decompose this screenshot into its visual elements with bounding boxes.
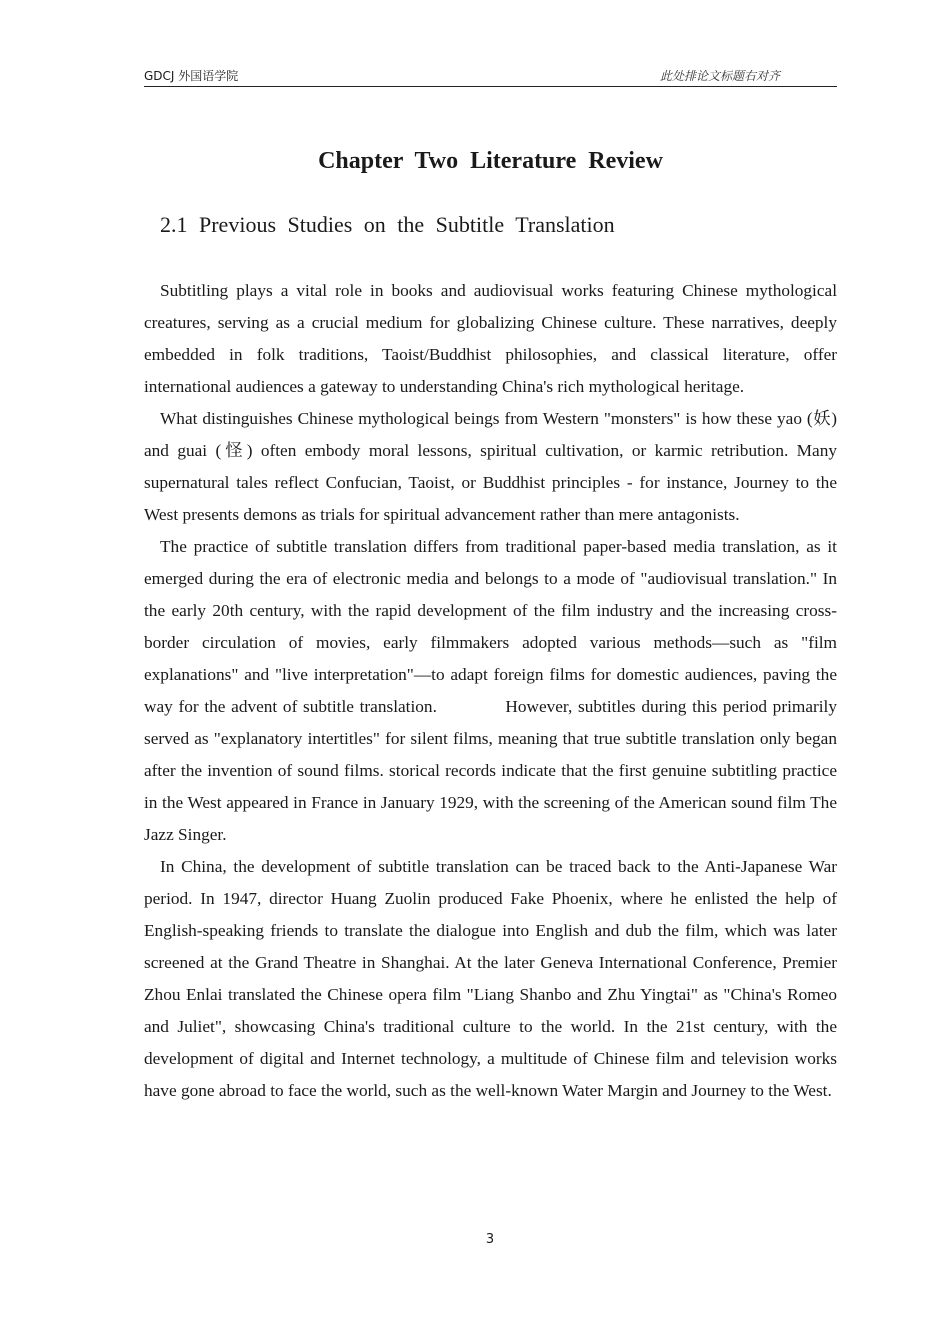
section-title: 2.1 Previous Studies on the Subtitle Translation bbox=[160, 212, 615, 237]
page-header bbox=[144, 66, 837, 87]
paragraph: In China, the development of subtitle translation can be traced back to the Anti-Japanese War period. In 1947, director Huang Zuolin produced Fake Phoenix, where he enlisted the help of English-speaking friends to translate the dialogue into English and dub the film, which was later screened at the Grand Theatre in Shanghai. At the later Geneva International Conference, Premier Zhou Enlai translated the Chinese opera film "Liang Shanbo and Zhu Yingtai" as "China's Romeo and Juliet", showcasing China's traditional culture to the world. In the 21st century, with the development of digital and Internet technology, a multitude of Chinese film and television works have gone abroad to face the world, such as the well-known Water Margin and Journey to the West. bbox=[144, 857, 837, 1100]
header-institution: GDCJ 外国语学院 bbox=[144, 69, 239, 83]
paragraph: What distinguishes Chinese mythological beings from Western "monsters" is how these yao (妖) and guai (怪) often embody moral lessons, spiritual cultivation, or karmic retribution. Many supernatural tales reflect Confucian, Taoist, or Buddhist principles - for instance, Journey to the West presents demons as trials for spiritual advancement rather than mere antagonists. bbox=[144, 409, 842, 524]
chapter-title: Chapter Two Literature Review bbox=[318, 148, 663, 174]
page-number: 3 bbox=[485, 1232, 495, 1247]
body-text bbox=[144, 275, 842, 1107]
paragraph: The practice of subtitle translation differs from traditional paper-based media translation, as it emerged during the era of electronic media and belongs to a mode of "audiovisual translation." In the early 20th century, with the rapid development of the film industry and the increasing cross-border circulation of movies, early filmmakers adopted various methods—such as "film explanations" and "live interpretation"—to adapt foreign films for domestic audiences, paving the way for the advent of subtitle translation. However, subtitles during this period primarily served as "explanatory intertitles" for silent films, meaning that true subtitle translation only began after the invention of sound films. storical records indicate that the first genuine subtitling practice in the West appeared in France in January 1929, with the screening of the American sound film The Jazz Singer. bbox=[144, 537, 842, 844]
paragraph: Subtitling plays a vital role in books and audiovisual works featuring Chinese mythological creatures, serving as a crucial medium for globalizing Chinese culture. These narratives, deeply embedded in folk traditions, Taoist/Buddhist philosophies, and classical literature, offer international audiences a gateway to understanding China's rich mythological heritage. bbox=[144, 281, 837, 396]
header-thesis-title: 此处排论文标题右对齐 bbox=[659, 69, 780, 83]
